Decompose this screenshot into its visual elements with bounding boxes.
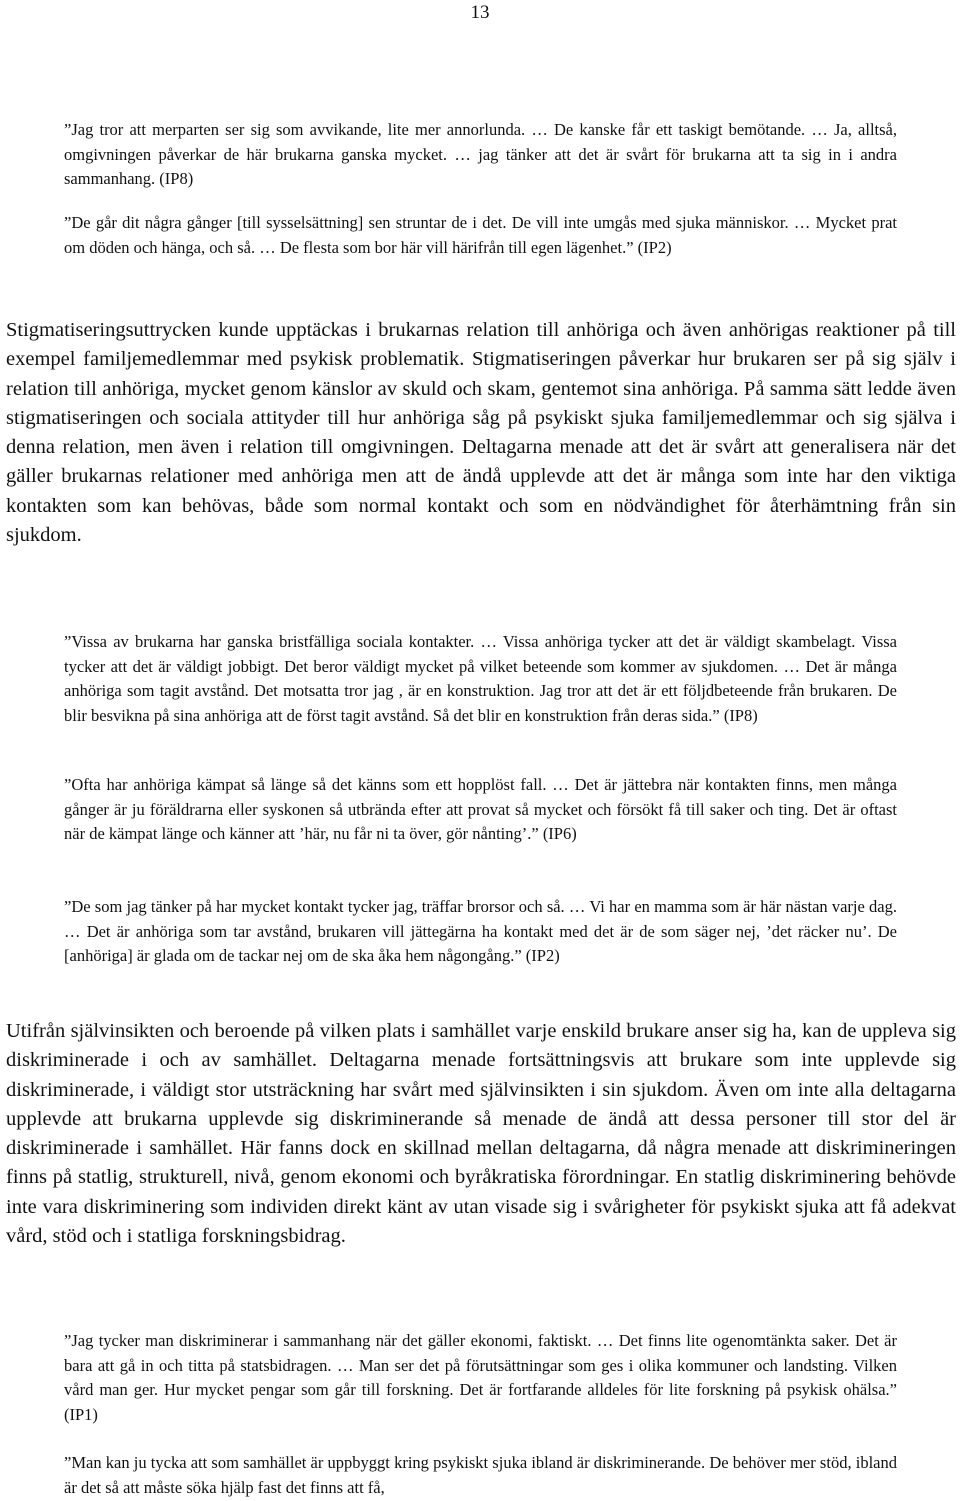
interview-quote-ip6: ”Ofta har anhöriga kämpat så länge så det känns som ett hopplöst fall. … Det är jättebra när kontakten finns, men många gånger är ju föräldrarna eller syskonen så utbrända efter att provat så mycket och försökt få till saker och ting. Det är oftast när de kämpat länge och känner att ’här, nu får ni ta över, gör nånting’.” (IP6)	[64, 775, 897, 843]
interview-quote-ip2-a: ”De går dit några gånger [till sysselsättning] sen struntar de i det. De vill inte umgås med sjuka människor. … Mycket prat om döden och hänga, och så. … De flesta som bor här vill härifrån till egen lägenhet.” (IP2)	[64, 213, 897, 257]
interview-quote-ip1: ”Jag tycker man diskriminerar i sammanhang när det gäller ekonomi, faktiskt. … Det finns lite ogenomtänkta saker. Det är bara att gå in och titta på statsbidragen. … Man ser det på förutsättningar som ges i olika kommuner och landsting. Vilken vård man ger. Hur mycket pengar som går till forskning. Det är fortfarande alldeles för lite forskning på psykisk ohälsa.” (IP1)	[64, 1331, 897, 1424]
body-paragraph-stigmatization: Stigmatiseringsuttrycken kunde upptäckas i brukarnas relation till anhöriga och även anhörigas reaktioner på till exempel familjemedlemmar med psykisk problematik. Stigmatiseringen påverkar hur brukaren ser på sig själv i relation till anhöriga, mycket genom känslor av skuld och skam, gentemot sina anhöriga. På samma sätt ledde även stigmatiseringen och sociala attityder till hur anhöriga såg på psykiskt sjuka familjemedlemmar och sig själva i denna relation, men även i relation till omgivningen. Deltagarna menade att det är svårt att generalisera när det gäller brukarnas relationer med anhöriga men att de ändå upplevde att det är många som inte har den viktiga kontakten som kan behövas, både som normal kontakt och som en nödvändighet för återhämtning från sin sjukdom.	[6, 319, 956, 547]
interview-quote-ip8-a: ”Jag tror att merparten ser sig som avvikande, lite mer annorlunda. … De kanske får ett taskigt bemötande. … Ja, alltså, omgivningen påverkar de här brukarna ganska mycket. … jag tänker att det är svårt för brukarna att ta sig in i andra sammanhang. (IP8)	[64, 120, 897, 188]
interview-quote-unattributed: ”Man kan ju tycka att som samhället är uppbyggt kring psykiskt sjuka ibland är diskriminerande. De behöver mer stöd, ibland är det så att måste söka hjälp fast det finns att få,	[64, 1453, 897, 1497]
body-paragraph-discrimination: Utifrån självinsikten och beroende på vilken plats i samhället varje enskild brukare anser sig ha, kan de uppleva sig diskriminerade i och av samhället. Deltagarna menade fortsättningsvis att brukare som inte upplevde sig diskriminerade, i väldigt stor utsträckning har svårt med självinsikten i sin sjukdom. Även om inte alla deltagarna upplevde att brukarna upplevde sig diskriminerande så menade de ändå att dessa personer till stor del är diskriminerade i samhället. Här fanns dock en skillnad mellan deltagarna, då några menade att diskrimineringen finns på statlig, strukturell, nivå, genom ekonomi och byråkratiska förordningar. En statlig diskriminering behövde inte vara diskriminering som individen direkt känt av utan visade sig i svårigheter för psykiskt sjuka att få adekvat vård, stöd och i statliga forskningsbidrag.	[6, 1020, 956, 1248]
interview-quote-ip8-b: ”Vissa av brukarna har ganska bristfälliga sociala kontakter. … Vissa anhöriga tycker att det är väldigt skambelagt. Vissa tycker att det är väldigt jobbigt. Det beror väldigt mycket på vilket beteende som kommer av sjukdomen. … Det är många anhöriga som tagit avstånd. Det motsatta tror jag , är en konstruktion. Jag tror att det är ett följdbeteende från brukaren. De blir besvikna på sina anhöriga att de först tagit avstånd. Så det blir en konstruktion från deras sida.” (IP8)	[64, 632, 897, 725]
interview-quote-ip2-b: ”De som jag tänker på har mycket kontakt tycker jag, träffar brorsor och så. … Vi har en mamma som är här nästan varje dag. … Det är anhöriga som tar avstånd, brukaren vill jättegärna ha kontakt med det är de som säger nej, ’det räcker nu’. De [anhöriga] är glada om de tackar nej om de ska åka hem någongång.” (IP2)	[64, 897, 897, 965]
page-number: 13	[470, 2, 490, 23]
